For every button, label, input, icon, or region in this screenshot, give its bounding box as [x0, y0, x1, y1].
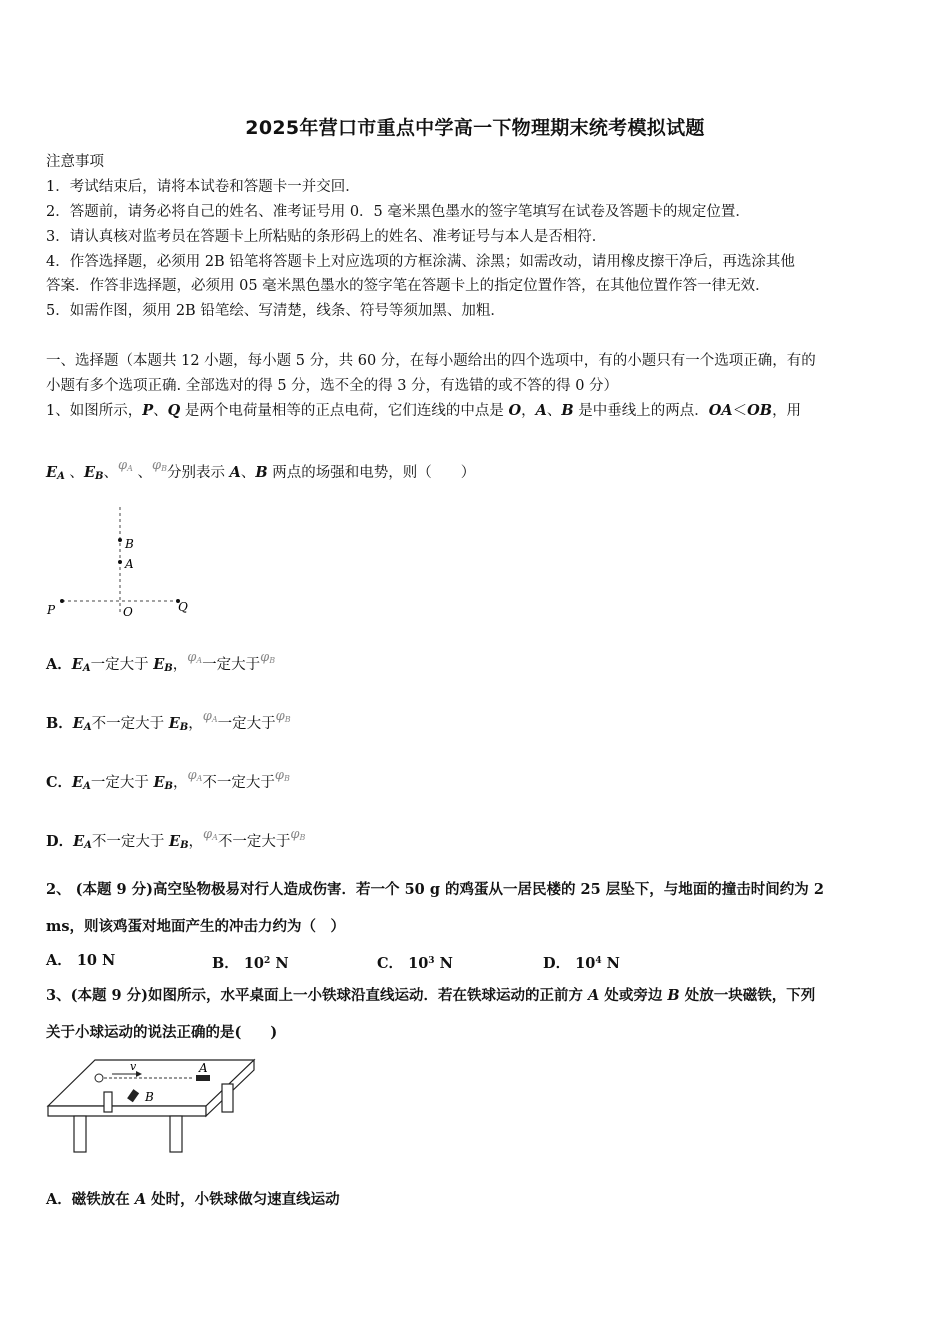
- notice-item: 4．作答选择题，必须用 2B 铅笔将答题卡上对应选项的方框涂满、涂黑；如需改动，请用橡皮擦干净后，再选涂其他: [46, 254, 795, 270]
- notice-item: 答案．作答非选择题，必须用 05 毫米黑色墨水的签字笔在答题卡上的指定位置作答，在其他位置作答一律无效．: [46, 278, 770, 294]
- notice-item: 1．考试结束后，请将本试卷和答题卡一并交回．: [46, 179, 360, 195]
- iron-ball: [95, 1074, 103, 1082]
- q1-option-b[interactable]: B．$E_A$不一定大于 $E_B$，$\varphi_A$一定大于$\varphi_B$: [46, 709, 291, 733]
- point-b: [118, 538, 122, 542]
- magnet-a: [196, 1075, 210, 1081]
- label-b: B: [145, 1090, 154, 1104]
- q2-option-b[interactable]: B． $10^2$ N: [212, 955, 289, 972]
- phi-a-symbol: $\varphi_A$: [117, 458, 133, 473]
- label-o: O: [123, 605, 133, 619]
- q2-option-a[interactable]: A． 10 N: [46, 952, 116, 969]
- point-a: [118, 560, 122, 564]
- page-title: 2025年营口市重点中学高一下物理期末统考模拟试题: [245, 117, 705, 139]
- question-1-text: 1、如图所示，P、Q 是两个电荷量相等的正点电荷，它们连线的中点是 O，A、B 是中垂线上的两点．OA＜OB，用: [46, 402, 802, 419]
- notice-item: 3．请认真核对监考员在答题卡上所粘贴的条形码上的姓名、准考证号与本人是否相符．: [46, 229, 607, 245]
- label-v: v: [130, 1060, 137, 1073]
- section-instructions: 一、选择题（本题共 12 小题，每小题 5 分，共 60 分，在每小题给出的四个选项中，有的小题只有一个选项正确，有的: [46, 353, 816, 369]
- label-b: B: [125, 537, 134, 551]
- q2-option-c[interactable]: C． $10^3$ N: [377, 955, 453, 972]
- q1-option-c[interactable]: C．$E_A$一定大于 $E_B$，$\varphi_A$不一定大于$\varphi_B$: [46, 768, 290, 792]
- question-2-text-cont: ms，则该鸡蛋对地面产生的冲击力约为（ ）: [46, 918, 346, 935]
- question-3-text: 3、(本题 9 分)如图所示，水平桌面上一小铁球沿直线运动．若在铁球运动的正前方 A 处或旁边 B 处放一块磁铁，下列: [46, 987, 816, 1004]
- question-2-text: 2、 (本题 9 分)高空坠物极易对行人造成伤害．若一个 50 g 的鸡蛋从一居民楼的 25 层坠下，与地面的撞击时间约为 2: [46, 881, 824, 898]
- notice-item: 5．如需作图，须用 2B 铅笔绘、写清楚，线条、符号等须加黑、加粗．: [46, 303, 505, 319]
- label-a: A: [125, 557, 134, 571]
- q3-option-a[interactable]: A．磁铁放在 A 处时，小铁球做匀速直线运动: [46, 1191, 340, 1208]
- section-instructions: 小题有多个选项正确. 全部选对的得 5 分，选不全的得 3 分，有选错的或不答的得 0 分）: [46, 378, 619, 394]
- q1-figure: [44, 503, 204, 623]
- q1-option-a[interactable]: A．$E_A$一定大于 $E_B$，$\varphi_A$一定大于$\varphi_B$: [46, 650, 276, 674]
- q3-table-figure: [44, 1054, 260, 1158]
- question-1-text-cont: $E_A$ 、$E_B$、$\varphi_A$ 、$\varphi_B$分别表示 A、B 两点的场强和电势，则（ ）: [46, 458, 476, 482]
- notice-heading: 注意事项: [46, 154, 104, 170]
- phi-b-symbol: $\varphi_B$: [151, 458, 167, 473]
- q2-option-d[interactable]: D． $10^4$ N: [543, 955, 620, 972]
- q1-option-d[interactable]: D．$E_A$不一定大于 $E_B$，$\varphi_A$不一定大于$\varphi_B$: [46, 827, 306, 851]
- notice-item: 2．答题前，请务必将自己的姓名、准考证号用 0．5 毫米黑色墨水的签字笔填写在试卷及答题卡的规定位置．: [46, 204, 750, 220]
- label-a: A: [199, 1061, 208, 1075]
- point-p: [60, 599, 64, 603]
- label-p: P: [47, 603, 56, 617]
- label-q: Q: [178, 600, 188, 614]
- question-3-text-cont: 关于小球运动的说法正确的是( ): [46, 1024, 278, 1041]
